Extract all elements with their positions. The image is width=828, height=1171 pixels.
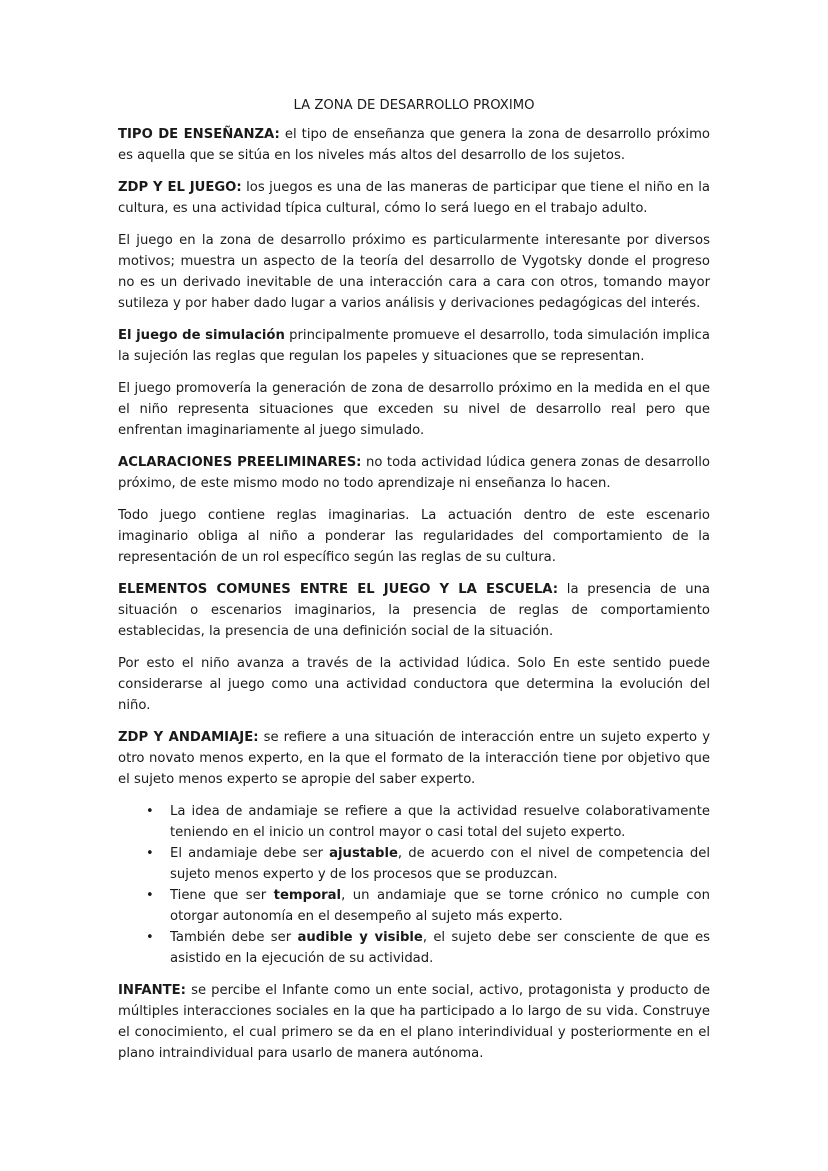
document-page bbox=[118, 96, 710, 1075]
list-item-text: Tiene que ser bbox=[170, 888, 274, 903]
list-item bbox=[146, 801, 710, 843]
term-label: ZDP Y EL JUEGO: bbox=[118, 180, 242, 195]
paragraph-juego-zdp bbox=[118, 230, 710, 314]
paragraph-text: se percibe el Infante como un ente social, activo, protagonista y producto de múltiples interacciones sociales en la que ha participado a lo largo de su vida. Construye el conocimiento, el cual primero se da en el plano interindividual y posteriormente en el plano intraindividual para usarlo de manera autónoma. bbox=[118, 983, 710, 1061]
paragraph-aclaraciones bbox=[118, 452, 710, 494]
list-item bbox=[146, 843, 710, 885]
paragraph-juego-simulacion bbox=[118, 325, 710, 367]
list-item-text-after: , un andamiaje que se torne crónico no cumple con otorgar autonomía en el desempeño al sujeto más experto. bbox=[170, 888, 710, 924]
list-item-text: También debe ser bbox=[170, 930, 298, 945]
list-item-text-after: , de acuerdo con el nivel de competencia del sujeto menos experto y de los procesos que se produzcan. bbox=[170, 846, 710, 882]
paragraph-text: se refiere a una situación de interacción entre un sujeto experto y otro novato menos experto, en la que el formato de la interacción tiene por objetivo que el sujeto menos experto se apropie del saber experto. bbox=[118, 730, 710, 787]
paragraph-text: El juego en la zona de desarrollo próximo es particularmente interesante por diversos motivos; muestra un aspecto de la teoría del desarrollo de Vygotsky donde el progreso no es un derivado inevitable de una interacción cara a cara con otros, tomando mayor sutileza y por haber dado lugar a varios análisis y derivaciones pedagógicas del interés. bbox=[118, 233, 710, 311]
paragraph-text: El juego promovería la generación de zona de desarrollo próximo en la medida en el que el niño representa situaciones que exceden su nivel de desarrollo real pero que enfrentan imaginariamente al juego simulado. bbox=[118, 381, 710, 438]
term-label: INFANTE: bbox=[118, 983, 186, 998]
term-label: ZDP Y ANDAMIAJE: bbox=[118, 730, 259, 745]
paragraph-text: los juegos es una de las maneras de participar que tiene el niño en la cultura, es una actividad típica cultural, cómo lo será luego en el trabajo adulto. bbox=[118, 180, 710, 216]
term-label: TIPO DE ENSEÑANZA: bbox=[118, 127, 280, 142]
paragraph-juego-promoveria bbox=[118, 378, 710, 441]
list-item-bold: audible y visible bbox=[297, 930, 423, 945]
paragraph-actividad-ludica bbox=[118, 653, 710, 716]
paragraph-text: no toda actividad lúdica genera zonas de desarrollo próximo, de este mismo modo no todo aprendizaje ni enseñanza lo hacen. bbox=[118, 455, 711, 491]
term-label: El juego de simulación bbox=[118, 328, 285, 343]
term-label: ACLARACIONES PREELIMINARES: bbox=[118, 455, 362, 470]
list-item-text: El andamiaje debe ser bbox=[170, 846, 330, 861]
bullet-icon: • bbox=[146, 888, 154, 903]
list-item-bold: temporal bbox=[273, 888, 342, 903]
list-item-bold: ajustable bbox=[329, 846, 398, 861]
page-title: LA ZONA DE DESARROLLO PROXIMO bbox=[293, 98, 535, 113]
list-item bbox=[146, 885, 710, 927]
bullet-icon: • bbox=[146, 930, 154, 945]
paragraph-tipo-ensenanza bbox=[118, 124, 710, 166]
paragraph-text: la presencia de una situación o escenarios imaginarios, la presencia de reglas de comportamiento establecidas, la presencia de una definición social de la situación. bbox=[118, 582, 711, 639]
paragraph-infante bbox=[118, 980, 710, 1064]
paragraph-text: el tipo de enseñanza que genera la zona de desarrollo próximo es aquella que se sitúa en los niveles más altos del desarrollo de los sujetos. bbox=[118, 127, 710, 163]
list-item bbox=[146, 927, 710, 969]
paragraph-reglas-imaginarias bbox=[118, 505, 710, 568]
paragraph-elementos-comunes bbox=[118, 579, 710, 642]
bullet-icon: • bbox=[146, 804, 154, 819]
paragraph-text: Todo juego contiene reglas imaginarias. La actuación dentro de este escenario imaginario obliga al niño a ponderar las regularidades del comportamiento de la representación de un rol específico según las reglas de su cultura. bbox=[118, 508, 710, 565]
paragraph-zdp-andamiaje bbox=[118, 727, 710, 790]
list-item-text-after: , el sujeto debe ser consciente de que es asistido en la ejecución de su actividad. bbox=[170, 930, 710, 966]
paragraph-text: Por esto el niño avanza a través de la actividad lúdica. Solo En este sentido puede considerarse al juego como una actividad conductora que determina la evolución del niño. bbox=[118, 656, 710, 713]
paragraph-text: principalmente promueve el desarrollo, toda simulación implica la sujeción las reglas que regulan los papeles y situaciones que se representan. bbox=[118, 328, 710, 364]
bullet-icon: • bbox=[146, 846, 154, 861]
andamiaje-bullet-list bbox=[118, 801, 710, 969]
list-item-text: La idea de andamiaje se refiere a que la actividad resuelve colaborativamente teniendo en el inicio un control mayor o casi total del sujeto experto. bbox=[170, 804, 710, 840]
term-label: ELEMENTOS COMUNES ENTRE EL JUEGO Y LA ESCUELA: bbox=[118, 582, 559, 597]
paragraph-zdp-juego bbox=[118, 177, 710, 219]
